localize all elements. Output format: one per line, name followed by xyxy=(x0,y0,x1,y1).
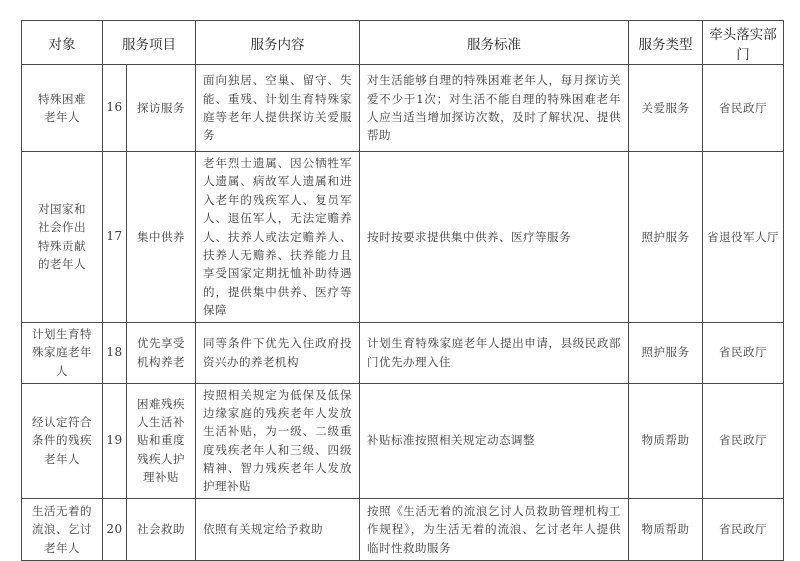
table-row xyxy=(22,65,784,152)
cell-content: 按照相关规定为低保及低保边缘家庭的残疾老年人发放生活补贴，为一级、二级重度残疾老年人和三级、四级精神、智力残疾老年人发放护理补贴 xyxy=(196,383,360,498)
cell-number: 17 xyxy=(103,152,127,323)
header-department: 牵头落实部门 xyxy=(703,21,784,65)
cell-object: 经认定符合条件的残疾老年人 xyxy=(22,383,103,498)
cell-standard: 补贴标准按照相关规定动态调整 xyxy=(360,383,629,498)
table-row xyxy=(22,383,784,498)
cell-item: 探访服务 xyxy=(127,65,196,152)
cell-type: 照护服务 xyxy=(629,322,703,383)
header-content: 服务内容 xyxy=(196,21,360,65)
cell-department: 省退役军人厅 xyxy=(703,152,784,323)
cell-standard: 按时按要求提供集中供养、医疗等服务 xyxy=(360,152,629,323)
cell-item: 集中供养 xyxy=(127,152,196,323)
cell-content: 依照有关规定给予救助 xyxy=(196,498,360,560)
cell-department: 省民政厅 xyxy=(703,498,784,560)
cell-type: 关爱服务 xyxy=(629,65,703,152)
table-row xyxy=(22,322,784,383)
cell-object: 对国家和社会作出特殊贡献的老年人 xyxy=(22,152,103,323)
table-row xyxy=(22,152,784,323)
cell-number: 18 xyxy=(103,322,127,383)
cell-content: 老年烈士遗属、因公牺牲军人遗属、病故军人遗属和进入老年的残疾军人、复员军人、退伍军人，无法定赡养人、扶养人或法定赡养人、扶养人无赡养、扶养能力且享受国家定期抚恤补助待遇的，提供集中供养、医疗等保障 xyxy=(196,152,360,323)
cell-standard: 计划生育特殊家庭老年人提出申请，县级民政部门优先办理入住 xyxy=(360,322,629,383)
header-object: 对象 xyxy=(22,21,103,65)
services-table xyxy=(21,20,784,561)
cell-number: 16 xyxy=(103,65,127,152)
cell-type: 物质帮助 xyxy=(629,498,703,560)
cell-item: 社会救助 xyxy=(127,498,196,560)
cell-number: 20 xyxy=(103,498,127,560)
cell-content: 面向独居、空巢、留守、失能、重残、计划生育特殊家庭等老年人提供探访关爱服务 xyxy=(196,65,360,152)
cell-item: 困难残疾人生活补贴和重度残疾人护理补贴 xyxy=(127,383,196,498)
cell-department: 省民政厅 xyxy=(703,65,784,152)
cell-item: 优先享受机构养老 xyxy=(127,322,196,383)
cell-content: 同等条件下优先入住政府投资兴办的养老机构 xyxy=(196,322,360,383)
cell-standard: 按照《生活无着的流浪乞讨人员救助管理机构工作规程》，为生活无着的流浪、乞讨老年人提供临时性救助服务 xyxy=(360,498,629,560)
cell-number: 19 xyxy=(103,383,127,498)
header-standard: 服务标准 xyxy=(360,21,629,65)
header-type: 服务类型 xyxy=(629,21,703,65)
cell-object: 特殊困难老年人 xyxy=(22,65,103,152)
cell-department: 省民政厅 xyxy=(703,322,784,383)
cell-object: 生活无着的流浪、乞讨老年人 xyxy=(22,498,103,560)
cell-type: 物质帮助 xyxy=(629,383,703,498)
cell-department: 省民政厅 xyxy=(703,383,784,498)
header-row xyxy=(22,21,784,65)
cell-type: 照护服务 xyxy=(629,152,703,323)
cell-object: 计划生育特殊家庭老年人 xyxy=(22,322,103,383)
table-row xyxy=(22,498,784,560)
cell-standard: 对生活能够自理的特殊困难老年人，每月探访关爱不少于1次；对生活不能自理的特殊困难老年人应当适当增加探访次数，及时了解状况、提供帮助 xyxy=(360,65,629,152)
header-service-item: 服务项目 xyxy=(103,21,196,65)
